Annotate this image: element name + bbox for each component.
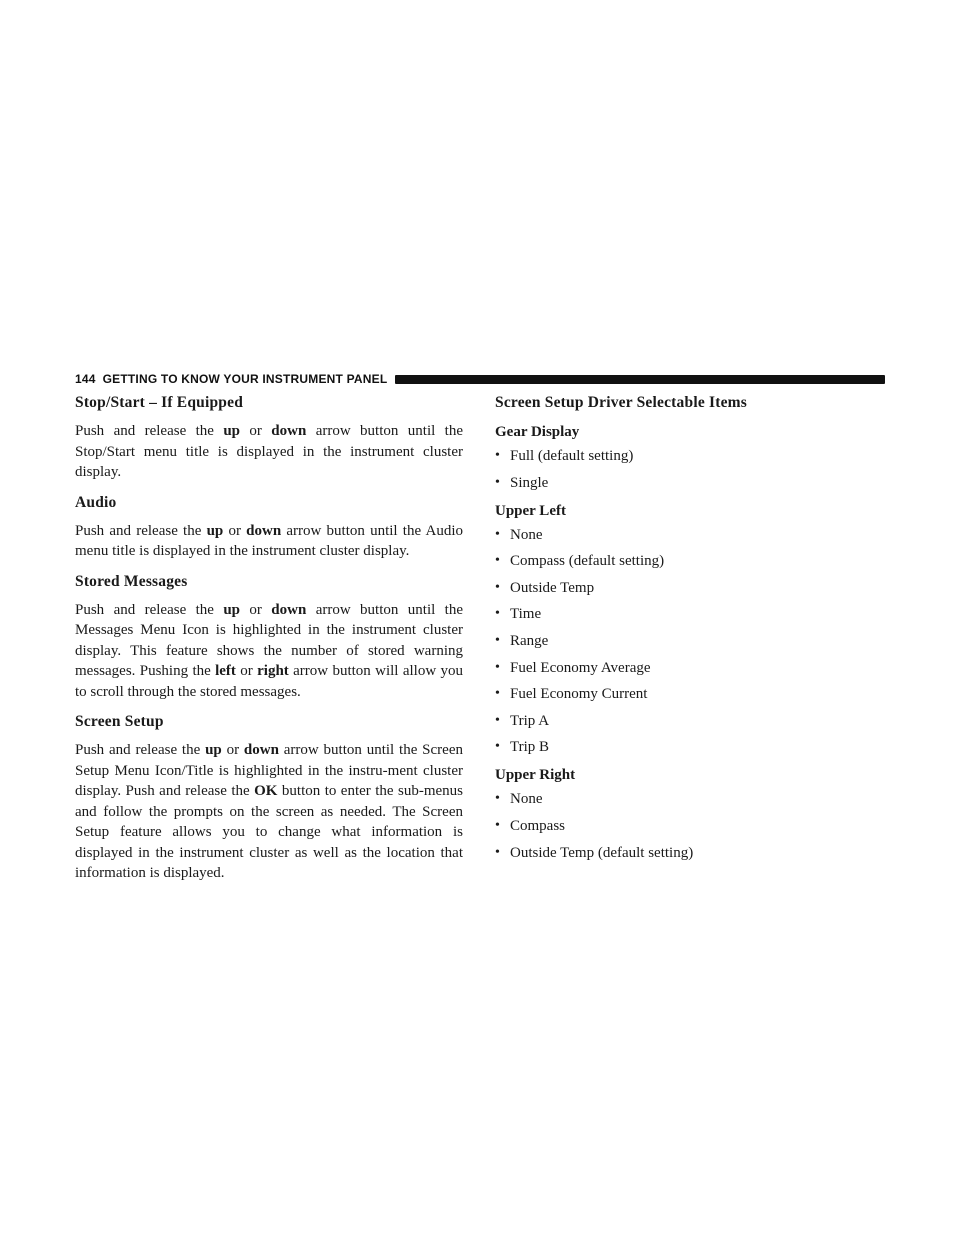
bullet-icon: • [495,474,500,490]
bullet-icon: • [495,448,500,463]
bullet-icon: • [495,817,500,833]
list-item-text: Outside Temp [510,579,595,596]
list-item-text: None [510,526,543,543]
list-item-text: Time [510,606,542,623]
list-item [495,790,883,808]
upper-right-list [495,790,883,861]
list-item [495,659,883,677]
section-screen-setup [75,712,463,884]
text-run: arrow button until the Screen Setup Menu Icon/Title is highlighted in the instru-ment cluster display. Push and release the [75,742,463,799]
bullet-icon: • [495,553,500,569]
list-item-text: Compass (default setting) [510,553,665,570]
subsection-title-gear-display: Gear Display [495,424,580,440]
list-item-text: Fuel Economy Current [510,686,648,703]
bold-term: up [223,423,241,439]
list-item [495,579,883,597]
text-run: arrow button until the Audio menu title is displayed in the instrument cluster display. [75,522,463,559]
page-header [75,372,885,386]
page-number: 144 [75,372,96,386]
list-item-text: Trip B [510,739,550,756]
section-body [75,421,463,483]
bullet-icon: • [495,712,500,728]
list-item [495,474,883,492]
list-item [495,632,883,650]
running-title: GETTING TO KNOW YOUR INSTRUMENT PANEL [102,372,388,386]
bullet-icon: • [495,632,500,648]
bold-term: OK [254,783,278,799]
subsection-title-upper-right: Upper Right [495,767,576,784]
list-item [495,605,883,623]
text-run: arrow button until the Messages Menu Icon is highlighted in the instrument cluster display. This feature shows the number of stored warning messages. Pushing the [75,601,463,679]
text-run: or [240,423,272,439]
text-run: or [235,663,258,679]
section-audio [75,493,463,562]
list-item [495,738,883,756]
list-item-text: Compass [510,817,566,834]
bullet-icon: • [495,526,500,542]
bullet-icon: • [495,791,500,807]
text-run: Push and release the [75,742,206,758]
upper-left-list [495,526,883,757]
list-item [495,526,883,544]
bold-term: up [223,601,241,618]
list-item [495,712,883,730]
text-run: Push and release the [75,423,224,439]
list-item-text: Trip A [510,712,550,729]
bullet-icon: • [495,606,500,622]
section-body [75,521,463,562]
bold-term: up [206,522,224,539]
bullet-icon: • [495,579,500,595]
text-run: arrow button will allow you to scroll through the stored messages. [75,663,463,700]
bold-term: right [257,663,289,679]
section-stored-messages [75,572,463,703]
list-item-text: Single [510,474,549,491]
section-title: Stored Messages [75,572,188,590]
header-rule [395,375,885,384]
text-run: button to enter the sub-menus and follow the prompts on the screen as needed. The Screen Setup feature allows you to change what information is displayed in the instrument cluster as well as the location that information is displayed. [75,783,463,881]
text-run: arrow button until the Stop/Start menu title is displayed in the instrument cluster display. [75,423,463,480]
list-item [495,817,883,835]
bullet-icon: • [495,659,500,675]
section-title: Stop/Start – If Equipped [75,394,244,411]
left-column [75,393,463,894]
list-item [495,685,883,703]
bullet-icon: • [495,844,500,860]
subsection-title-upper-left: Upper Left [495,502,566,519]
section-title: Screen Setup [75,713,164,730]
section-body [75,740,463,884]
bold-term: down [246,522,282,539]
list-item-text: None [510,791,543,808]
bold-term: left [215,663,236,679]
list-item-text: Range [510,632,549,649]
right-column [495,393,883,872]
list-item-text: Outside Temp (default setting) [510,844,694,861]
gear-display-list [495,447,883,492]
bold-term: down [243,742,279,758]
bullet-icon: • [495,686,500,702]
list-item-text: Full (default setting) [510,448,634,464]
text-run: Push and release the [75,522,207,539]
list-item-text: Fuel Economy Average [510,659,651,676]
list-item [495,844,883,862]
text-run: or [221,742,244,758]
section-body [75,600,463,703]
bold-term: down [271,423,307,439]
section-stop-start [75,393,463,483]
section-title: Screen Setup Driver Selectable Items [495,394,747,411]
bold-term: down [271,601,307,618]
bullet-icon: • [495,739,500,755]
list-item [495,552,883,570]
section-title: Audio [75,493,117,511]
bold-term: up [205,742,222,758]
text-run: or [223,522,247,539]
text-run: Push and release the [75,601,224,618]
text-run: or [240,601,272,618]
list-item [495,447,883,465]
